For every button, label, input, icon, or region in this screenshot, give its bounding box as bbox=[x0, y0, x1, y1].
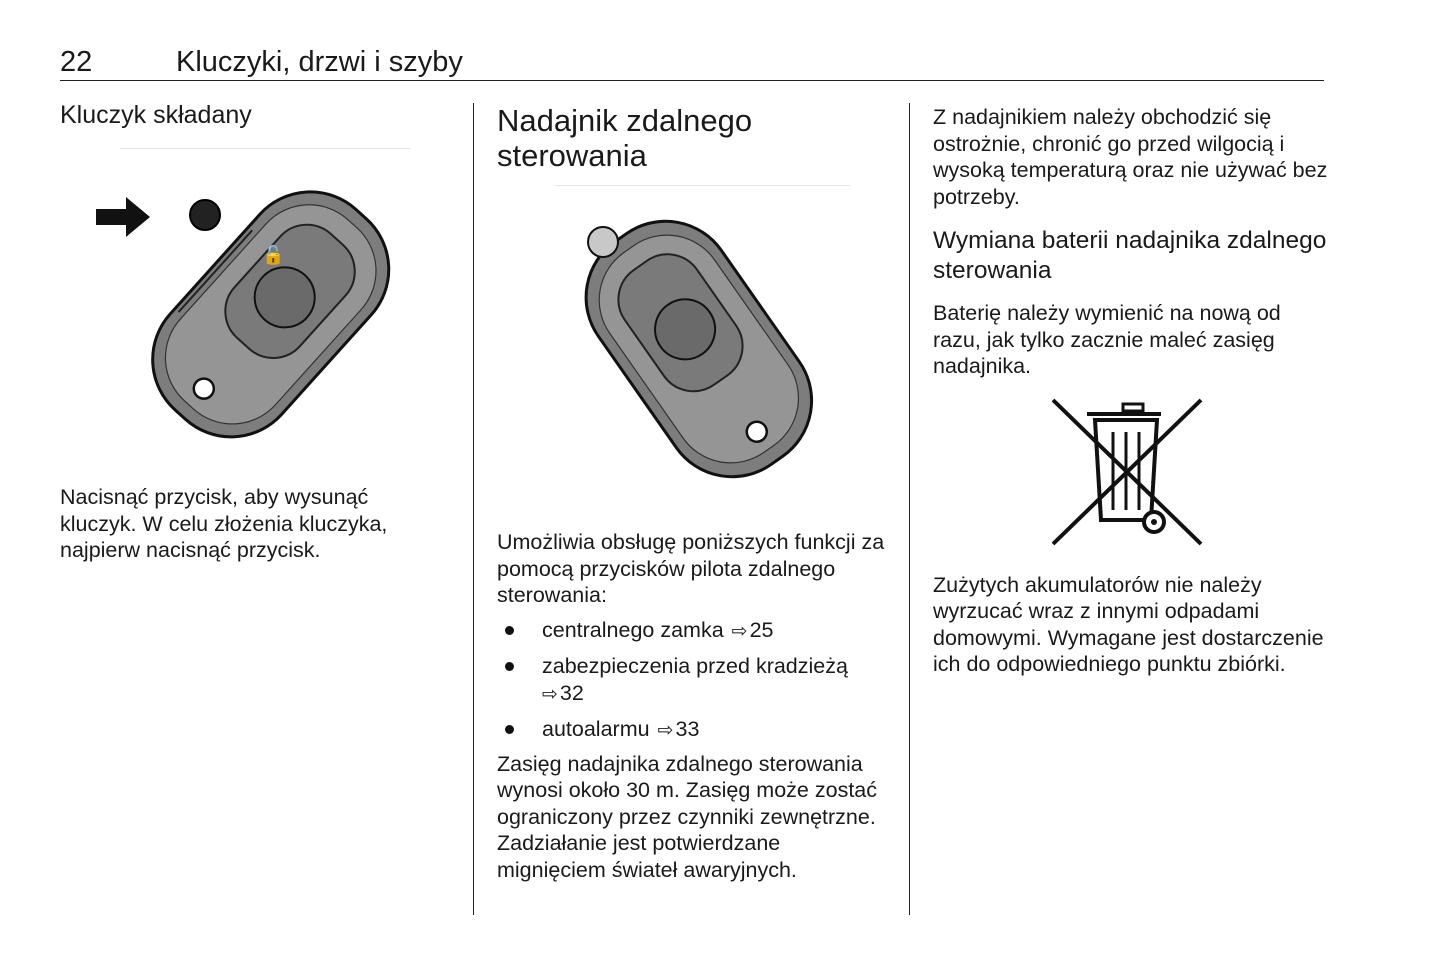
remote-intro: Umożliwia obsługę poniższych funkcji za pomocą przycisków pilota zdalnego sterowania: bbox=[497, 530, 885, 607]
page-number: 22 bbox=[60, 46, 93, 78]
section-heading-remote: Nadajnik zdalnego sterowania bbox=[497, 103, 753, 173]
key-fob-illustration bbox=[92, 171, 432, 456]
reference-arrow-icon: ⇨ bbox=[731, 620, 748, 642]
folding-key-figure bbox=[92, 171, 440, 456]
column-remote-control bbox=[497, 100, 892, 883]
remote-fob-illustration bbox=[559, 204, 839, 489]
care-paragraph: Z nadajnikiem należy obchodzić się ostrożnie, chronić go przed wilgocią i wysoką temperaturą oraz nie używać bez potrzeby. bbox=[933, 105, 1328, 209]
list-item-text: autoalarmu bbox=[542, 717, 650, 741]
disposal-paragraph: Zużytych akumulatorów nie należy wyrzucać wraz z innymi odpadami domowymi. Wymagane jest dostarczenie ich do odpowiedniego punktu zbiórki. bbox=[933, 572, 1324, 676]
list-item-text: centralnego zamka bbox=[542, 617, 724, 642]
page-reference: 25 bbox=[749, 617, 774, 642]
column-divider bbox=[909, 103, 910, 915]
column-divider bbox=[473, 103, 474, 915]
section-heading-battery: Wymiana baterii nadajnika zdalnego sterowania bbox=[933, 227, 1327, 284]
bullet-dot bbox=[505, 626, 514, 635]
column-folding-key bbox=[60, 100, 440, 564]
battery-paragraph: Baterię należy wymienić na nową od razu, jak tylko zacznie maleć zasięg nadajnika. bbox=[933, 301, 1281, 378]
reference-arrow-icon: ⇨ bbox=[657, 720, 674, 741]
section-heading-folding-key: Kluczyk składany bbox=[60, 101, 252, 129]
page-header bbox=[60, 44, 1324, 81]
remote-functions-list bbox=[497, 617, 892, 745]
figure-rule bbox=[555, 185, 850, 186]
page-reference: 33 bbox=[675, 717, 700, 741]
bullet-dot bbox=[505, 725, 514, 734]
figure-rule bbox=[120, 148, 410, 149]
list-item bbox=[497, 617, 892, 646]
reference-arrow-icon: ⇨ bbox=[542, 683, 558, 705]
column-battery bbox=[933, 100, 1333, 678]
bullet-dot bbox=[505, 662, 514, 671]
remote-range-paragraph: Zasięg nadajnika zdalnego sterowania wynosi około 30 m. Zasięg może zostać ograniczony przez czynniki zewnętrzne. Zadziałanie jest potwierdzane mignięciem świateł awaryjnych. bbox=[497, 751, 877, 882]
remote-figure bbox=[559, 204, 892, 489]
chapter-title: Kluczyki, drzwi i szyby bbox=[176, 46, 463, 78]
list-item bbox=[497, 716, 892, 745]
svg-text:🔓: 🔓 bbox=[262, 245, 285, 266]
list-item bbox=[497, 653, 892, 708]
folding-key-instructions: Nacisnąć przycisk, aby wysunąć kluczyk. W celu złożenia kluczyka, najpierw nacisnąć przycisk. bbox=[60, 485, 388, 562]
list-item-text: zabezpieczenia przed kradzieżą bbox=[542, 654, 848, 678]
disposal-figure bbox=[1051, 398, 1333, 548]
page-reference: 32 bbox=[559, 680, 584, 705]
crossed-bin-icon bbox=[1051, 398, 1205, 548]
